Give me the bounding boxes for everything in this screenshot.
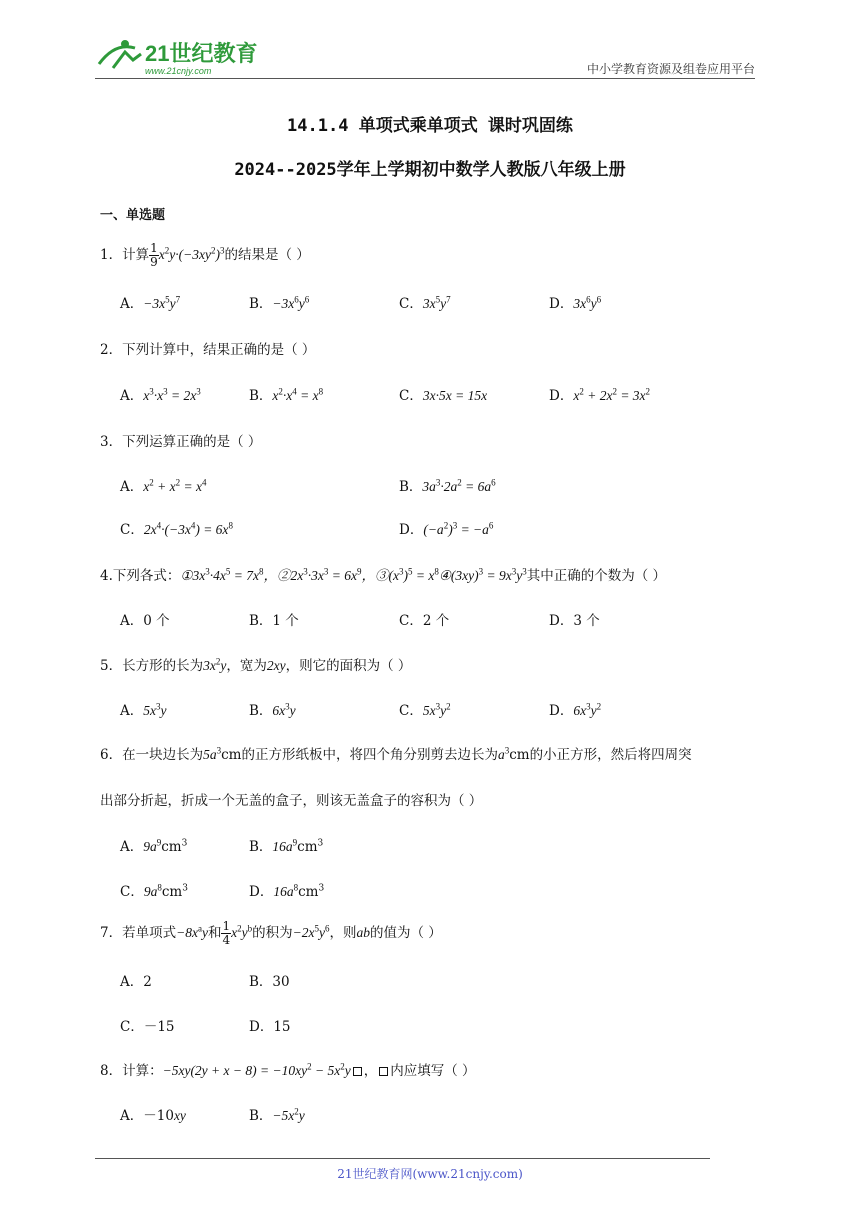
q6-option-d[interactable]: D．$16a^8cm^3$ <box>249 882 325 900</box>
header-divider <box>95 78 755 79</box>
q2-option-b[interactable]: B．$x^2\cdot x^4 = x^8$ <box>249 386 324 404</box>
question-3: 3．下列运算正确的是（ ） <box>100 434 262 450</box>
q7-option-d[interactable]: D．15 <box>249 1019 291 1035</box>
blank-box <box>353 1067 362 1076</box>
q2-option-c[interactable]: C．3x·5x = 15x <box>399 388 488 404</box>
logo-url: www.21cnjy.com <box>145 66 212 76</box>
q2-option-a[interactable]: A．$x^3\cdot x^3 = 2x^3$ <box>120 386 201 404</box>
q5-option-d[interactable]: D．$6x^3y^2$ <box>549 701 602 719</box>
question-7: 7．若单项式$-8x^ay$和 $\frac{1}{4}$ $x^2y^b$的积为$-2x^5y^6$，则ab的值为（ ） <box>100 919 442 947</box>
q4-option-d[interactable]: D．3 个 <box>549 613 600 629</box>
question-4: 4.下列各式：$①3x^3\cdot 4x^5 = 7x^8$，$②2x^3\cdot 3x^3 = 6x^9$，$③(x^3)^5$ = $x^8④(3xy)^3 = 9x^3y^3$其中正确的个数为（ ） <box>100 566 667 584</box>
q4-option-a[interactable]: A．0 个 <box>120 613 170 629</box>
q3-option-b[interactable]: B．$3a^3\cdot 2a^2 = 6a^6$ <box>399 477 496 495</box>
platform-name: 中小学教育资源及组卷应用平台 <box>586 62 755 76</box>
q1-option-c[interactable]: C．$3x^5y^7$ <box>399 294 451 312</box>
q5-option-b[interactable]: B．$6x^3y$ <box>249 701 296 719</box>
section-heading: 一、单选题 <box>100 208 166 223</box>
q1-option-d[interactable]: D．$3x^6y^6$ <box>549 294 602 312</box>
question-8: 8．计算：$-5xy(2y + x - 8) = -10xy^2 - 5x^2y$ ， 内应填写（ ） <box>100 1061 476 1079</box>
question-6: 6．在一块边长为$5a^3cm$的正方形纸板中，将四个角分别剪去边长为$a^3cm$的小正方形，然后将四周突 <box>100 745 692 763</box>
q3-option-d[interactable]: D．$(-a^2)^3 = -a^6$ <box>399 520 494 538</box>
q1-option-a[interactable]: A．$-3x^5y^7$ <box>120 294 181 312</box>
q7-option-b[interactable]: B．30 <box>249 974 290 990</box>
question-6-line2: 出部分折起，折成一个无盖的盒子，则该无盖盒子的容积为（ ） <box>100 793 483 809</box>
q7-option-c[interactable]: C．－15 <box>120 1019 175 1035</box>
doc-title: 14.1.4 单项式乘单项式 课时巩固练 <box>287 116 573 136</box>
logo <box>95 34 275 78</box>
q3-option-a[interactable]: A．$x^2 + x^2 = x^4$ <box>120 477 207 495</box>
question-2: 2．下列计算中，结果正确的是（ ） <box>100 342 316 358</box>
q6-option-b[interactable]: B．$16a^9cm^3$ <box>249 837 324 855</box>
footer-link[interactable]: 21世纪教育网(www.21cnjy.com) <box>337 1167 523 1181</box>
q6-option-a[interactable]: A．$9a^9cm^3$ <box>120 837 188 855</box>
q5-option-a[interactable]: A．$5x^3y$ <box>120 701 167 719</box>
q8-option-b[interactable]: B．$-5x^2y$ <box>249 1106 305 1124</box>
q7-option-a[interactable]: A．2 <box>120 974 152 990</box>
q2-option-d[interactable]: D．$x^2 + 2x^2 = 3x^2$ <box>549 386 651 404</box>
q4-option-b[interactable]: B．1 个 <box>249 613 299 629</box>
q8-option-a[interactable]: A．－10xy <box>120 1108 186 1124</box>
q6-option-c[interactable]: C．$9a^8cm^3$ <box>120 882 188 900</box>
doc-subtitle: 2024--2025学年上学期初中数学人教版八年级上册 <box>234 160 626 180</box>
footer-divider <box>95 1158 710 1159</box>
q3-option-c[interactable]: C．$2x^4\cdot(-3x^4) = 6x^8$ <box>120 520 233 538</box>
q5-option-c[interactable]: C．$5x^3y^2$ <box>399 701 451 719</box>
question-5: 5．长方形的长为$3x^2y$，宽为2xy，则它的面积为（ ） <box>100 656 412 674</box>
q4-option-c[interactable]: C．2 个 <box>399 613 450 629</box>
logo-text: 21世纪教育 <box>145 41 258 66</box>
blank-box <box>379 1067 388 1076</box>
q1-option-b[interactable]: B．$-3x^6y^6$ <box>249 294 310 312</box>
question-1: 1．计算 $\frac{1}{9}$ $x^2y\cdot(-3xy^2)^3$的结果是（ ） <box>100 241 310 269</box>
